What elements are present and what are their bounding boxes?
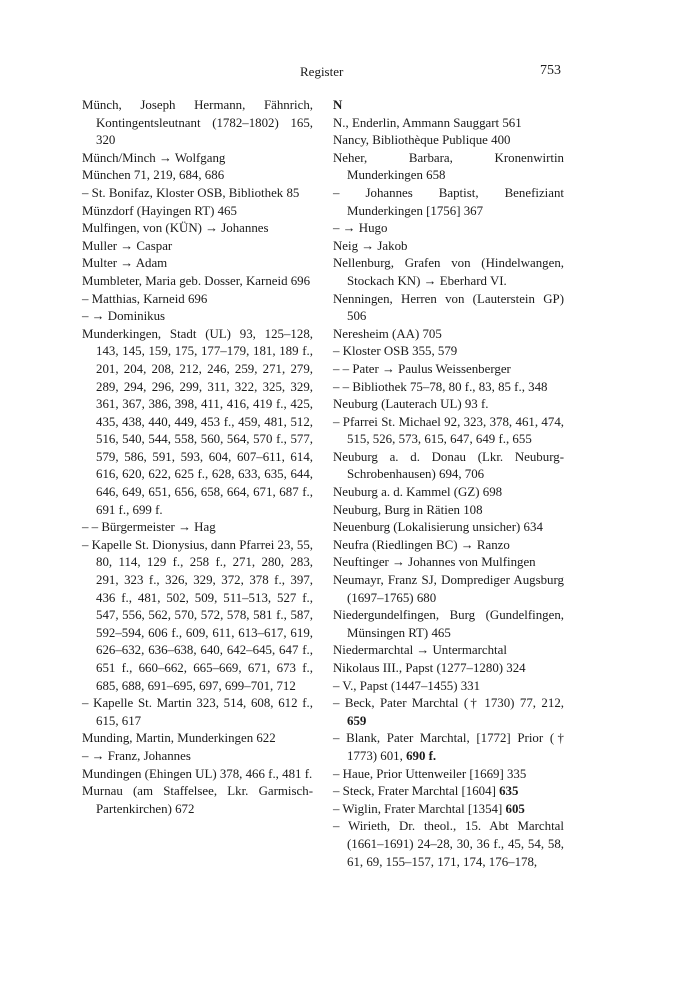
entry-text: Nellenburg, Grafen von (Hindelwangen, Stockach KN) → Eberhard VI.: [333, 256, 564, 288]
entry-text: Neumayr, Franz SJ, Domprediger Augsburg (1697–1765) 680: [333, 573, 564, 605]
index-entry: [333, 115, 564, 133]
index-entry: – Kapelle St. Martin 323, 514, 608, 612 f., 615, 617: [82, 696, 313, 728]
index-entry: [333, 607, 564, 642]
index-entry: [333, 343, 564, 361]
index-entry: [333, 414, 564, 449]
section-heading: N: [333, 98, 343, 112]
index-entry: [333, 766, 564, 784]
index-entry: [333, 801, 564, 819]
index-entry: – Kapelle St. Dionysius, dann Pfarrei 23, 55, 80, 114, 129 f., 258 f., 271, 280, 283, 291, 323 f., 326, 329, 372, 378 f., 397, 436 f., 481, 502, 509, 511–513, 527 f., 547, 556, 562, 570, 572, 578, 581 f., 587, 592–594, 606 f., 609, 611, 613–617, 619, 626–632, 636–638, 640, 642–645, 647 f., 651 f., 660–662, 665–669, 671, 673 f., 685, 688, 691–695, 697, 699–701, 712: [82, 537, 313, 693]
entry-text: – Beck, Pater Marchtal († 1730) 77, 212,: [333, 696, 564, 711]
right-column: [333, 97, 564, 871]
bold-page-ref: 605: [505, 801, 525, 816]
index-entry: [333, 695, 564, 730]
index-entry: [333, 502, 564, 520]
entry-text: – Wiglin, Frater Marchtal [1354]: [333, 801, 506, 816]
entry-text: – Haue, Prior Uttenweiler [1669] 335: [333, 766, 527, 781]
index-entry: [333, 220, 564, 238]
index-entry: [333, 326, 564, 344]
index-entry: [333, 554, 564, 572]
index-entry: [333, 572, 564, 607]
entry-text: Neuburg a. d. Donau (Lkr. Neuburg-Schrobenhausen) 694, 706: [333, 449, 564, 482]
index-entry: – – Bürgermeister → Hag: [82, 520, 216, 535]
entry-text: Nancy, Bibliothèque Publique 400: [333, 133, 511, 148]
page-number: 753: [540, 63, 561, 78]
entry-text: N., Enderlin, Ammann Sauggart 561: [333, 115, 522, 130]
entry-text: Niedermarchtal → Untermarchtal: [333, 643, 507, 658]
entry-text: Neher, Barbara, Kronenwirtin Munderkingen 658: [333, 150, 564, 183]
index-entry: [333, 642, 564, 660]
entry-text: – Wirieth, Dr. theol., 15. Abt Marchtal (1661–1691) 24–28, 30, 36 f., 45, 54, 58, 61, 69, 155–157, 171, 174, 176–178,: [333, 819, 564, 869]
entry-text: Neig → Jakob: [333, 238, 408, 253]
index-entry: [333, 185, 564, 220]
entry-text: Neuenburg (Lokalisierung unsicher) 634: [333, 520, 543, 535]
entry-text: Neuburg, Burg in Rätien 108: [333, 502, 483, 517]
index-entry: [333, 537, 564, 555]
index-entry: [333, 291, 564, 326]
index-entry: [333, 484, 564, 502]
entry-text: – Blank, Pater Marchtal, [1772] Prior († 1773) 601,: [333, 731, 564, 763]
entry-text: – – Pater → Paulus Weissenberger: [333, 361, 511, 376]
entry-text: Neuburg a. d. Kammel (GZ) 698: [333, 485, 503, 500]
index-entry: [333, 379, 564, 397]
entry-text: – Steck, Frater Marchtal [1604]: [333, 784, 500, 799]
index-entry: [333, 150, 564, 185]
index-entry: Murnau (am Staffelsee, Lkr. Garmisch-Partenkirchen) 672: [82, 784, 313, 816]
index-entry: Mumbleter, Maria geb. Dosser, Karneid 696: [82, 273, 311, 288]
index-entry: [333, 396, 564, 414]
index-entry: München 71, 219, 684, 686: [82, 168, 225, 183]
index-entry: Munding, Martin, Munderkingen 622: [82, 731, 276, 746]
index-entry: Munderkingen, Stadt (UL) 93, 125–128, 143, 145, 159, 175, 177–179, 181, 189 f., 201, 204, 208, 212, 246, 259, 271, 279, 289, 294, 296, 299, 311, 322, 325, 329, 361, 367, 386, 398, 411, 416, 419 f., 425, 435, 438, 440, 449, 453 f., 459, 481, 512, 516, 540, 544, 558, 560, 564, 570 f., 577, 579, 586, 591, 593, 604, 607–611, 614, 616, 620, 622, 625 f., 628, 633, 635, 644, 646, 649, 651, 656, 658, 664, 671, 687 f., 691 f., 699 f.: [82, 326, 313, 517]
entry-text: – Johannes Baptist, Benefiziant Munderkingen [1756] 367: [333, 185, 564, 218]
index-entry: [333, 519, 564, 537]
index-entry: Münzdorf (Hayingen RT) 465: [82, 203, 237, 218]
entry-text: – V., Papst (1447–1455) 331: [333, 678, 481, 693]
index-entry: [333, 449, 564, 484]
index-entry: Multer → Adam: [82, 256, 168, 271]
index-entry: [333, 238, 564, 256]
index-entry: Mulfingen, von (KÜN) → Johannes: [82, 221, 269, 236]
entry-text: Neufra (Riedlingen BC) → Ranzo: [333, 537, 510, 552]
index-entry: [333, 660, 564, 678]
entry-text: – – Bibliothek 75–78, 80 f., 83, 85 f., 348: [333, 379, 548, 394]
index-entry: [333, 361, 564, 379]
entry-text: – Kloster OSB 355, 579: [333, 344, 458, 359]
index-entry: Münch/Minch → Wolfgang: [82, 150, 226, 165]
index-entry: Münch, Joseph Hermann, Fähnrich, Kontingentsleutnant (1782–1802) 165, 320: [82, 98, 313, 148]
index-entry: [333, 783, 564, 801]
entry-text: Neuburg (Lauterach UL) 93 f.: [333, 397, 489, 412]
entry-text: Nenningen, Herren von (Lauterstein GP) 506: [333, 291, 564, 324]
index-entry: – → Dominikus: [82, 309, 166, 324]
running-head: Register: [300, 64, 344, 79]
entry-text: Neresheim (AA) 705: [333, 326, 442, 341]
index-entry: Mundingen (Ehingen UL) 378, 466 f., 481 f.: [82, 766, 313, 781]
entry-text: Niedergundelfingen, Burg (Gundelfingen, Münsingen RT) 465: [333, 608, 564, 640]
bold-page-ref: 635: [499, 784, 519, 799]
index-entry: [333, 818, 564, 871]
index-entry: [333, 730, 564, 765]
index-entry: [333, 132, 564, 150]
entry-text: – → Hugo: [333, 221, 388, 236]
bold-page-ref: 690 f.: [406, 748, 437, 763]
bold-page-ref: 659: [347, 713, 367, 728]
index-entry: – St. Bonifaz, Kloster OSB, Bibliothek 85: [82, 185, 300, 200]
index-entry: Muller → Caspar: [82, 238, 173, 253]
index-entry: [333, 255, 564, 290]
entry-text: – Pfarrei St. Michael 92, 323, 378, 461, 474, 515, 526, 573, 615, 647, 649 f., 655: [333, 414, 564, 447]
index-entry: – → Franz, Johannes: [82, 748, 191, 763]
index-entry: [333, 678, 564, 696]
entry-text: Nikolaus III., Papst (1277–1280) 324: [333, 661, 526, 675]
index-entry: – Matthias, Karneid 696: [82, 291, 208, 306]
entry-text: Neuftinger → Johannes von Mulfingen: [333, 555, 536, 570]
left-column: [82, 97, 313, 818]
